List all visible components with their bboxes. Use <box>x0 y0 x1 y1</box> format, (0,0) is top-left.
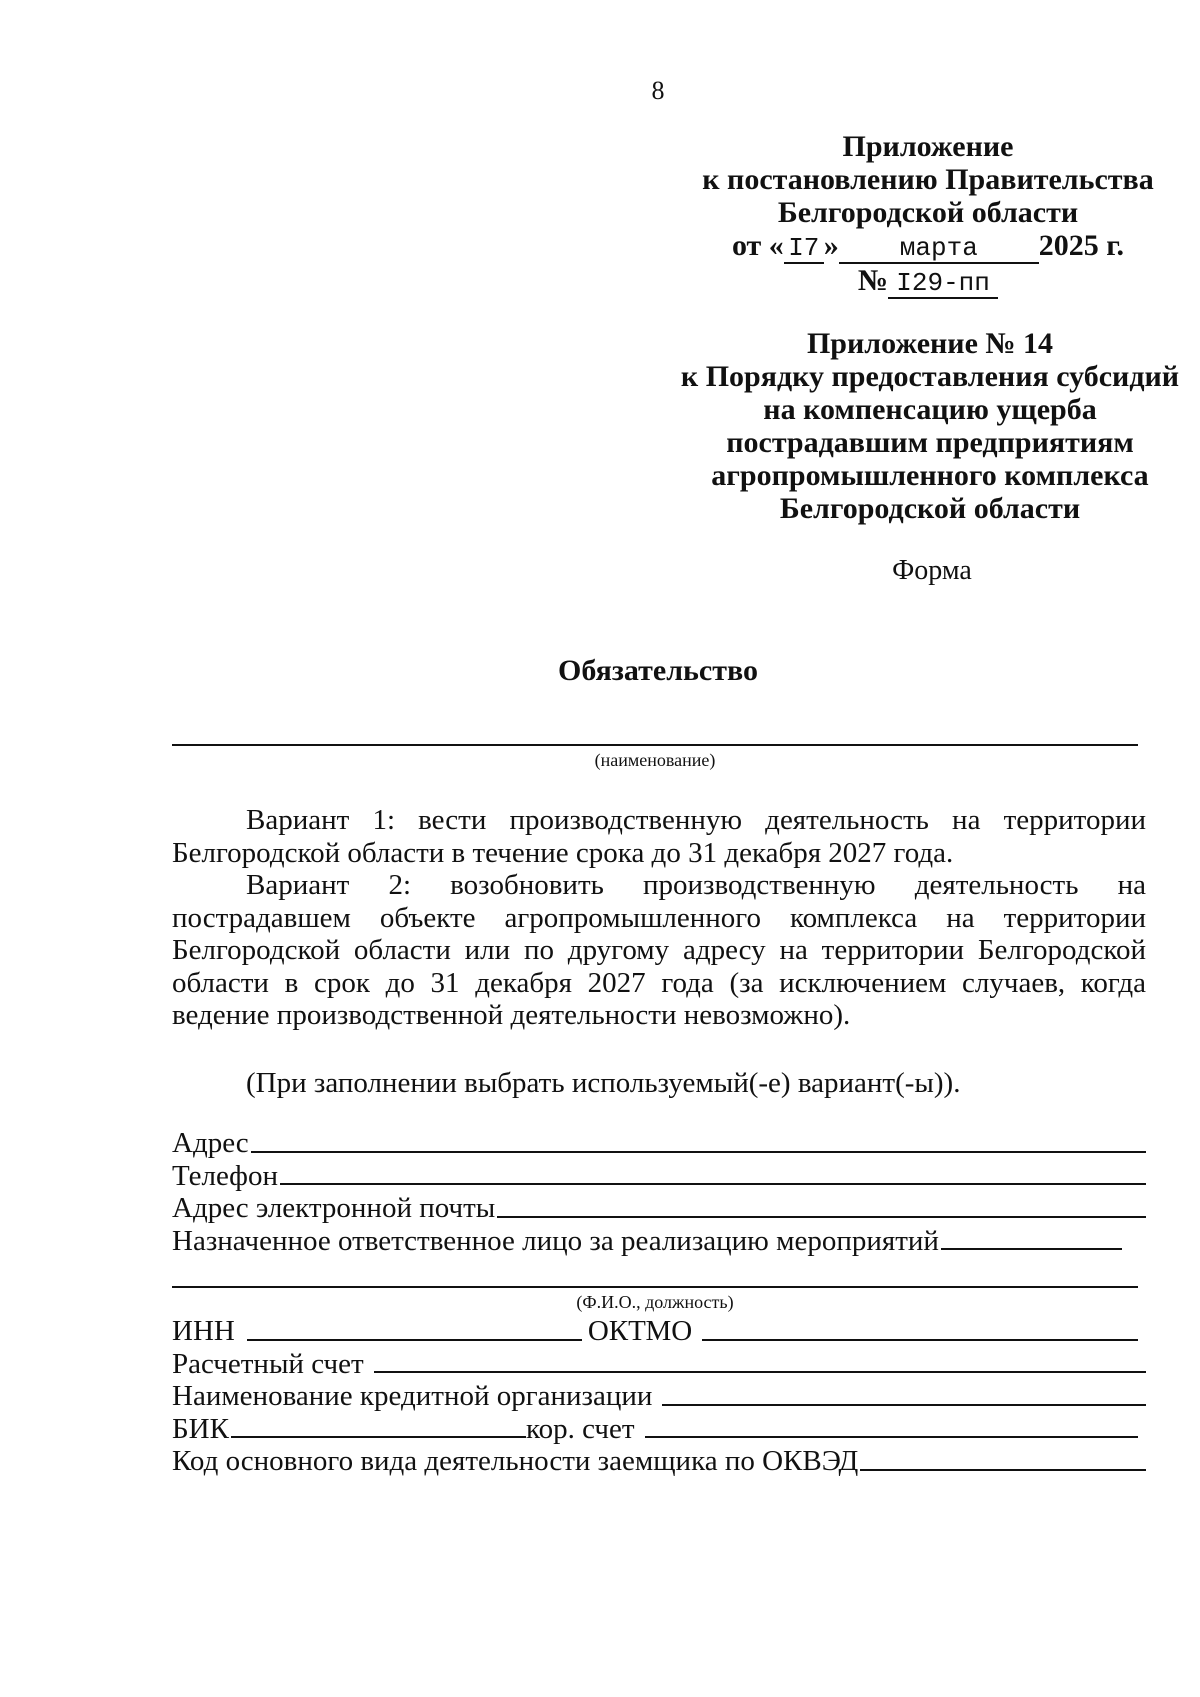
annex-line-4: пострадавшим предприятиям <box>726 426 1134 459</box>
approval-line-1: Приложение <box>842 130 1014 163</box>
corr-account-blank <box>645 1436 1139 1438</box>
fill-note: (При заполнении выбрать используемый(-е) вариант(-ы)). <box>246 1067 961 1099</box>
bik-blank <box>231 1436 526 1438</box>
email-label: Адрес электронной почты <box>172 1192 496 1224</box>
annex-header <box>660 327 1200 525</box>
approval-number-line <box>668 264 1188 299</box>
account-label: Расчетный счет <box>172 1347 364 1380</box>
annex-line-1: Приложение № 14 <box>806 327 1054 360</box>
annex-line-3: на компенсацию ущерба <box>763 393 1097 426</box>
approval-line-2: к постановлению Правительства <box>702 163 1154 196</box>
inn-oktmo-row <box>172 1315 1138 1348</box>
phone-row <box>172 1160 1146 1193</box>
okved-blank <box>860 1469 1146 1471</box>
address-blank <box>251 1151 1146 1153</box>
date-day-field: I7 <box>784 234 824 264</box>
address-row <box>172 1127 1146 1160</box>
responsible-label: Назначенное ответственное лицо за реализацию мероприятий <box>172 1224 939 1257</box>
number-prefix: № <box>857 264 889 297</box>
bank-label: Наименование кредитной организации <box>172 1380 653 1412</box>
date-month-field: марта <box>839 234 1039 264</box>
document-title: Обязательство <box>558 654 758 687</box>
approval-line-3: Белгородской области <box>777 196 1079 229</box>
corr-account-label: кор. счет <box>525 1412 635 1445</box>
email-row <box>172 1192 1146 1225</box>
date-mid: » <box>823 229 839 262</box>
bank-row <box>172 1380 1146 1413</box>
oktmo-label: ОКТМО <box>587 1315 693 1347</box>
date-year: 2025 г. <box>1038 229 1125 262</box>
variant-2-paragraph: Вариант 2: возобновить производственную деятельность на пострадавшем объекте агропромышленного комплекса на территории Белгородской области или по другому адресу на территории Белгородской области в срок до 31 декабря 2027 года (за исключением случаев, когда ведение производственной деятельности невозможно). <box>172 869 1146 1031</box>
fio-blank-line <box>172 1286 1138 1288</box>
account-row <box>172 1348 1146 1381</box>
approval-header <box>668 130 1188 299</box>
responsible-blank <box>941 1248 1122 1250</box>
responsible-row <box>172 1225 1122 1258</box>
okved-label: Код основного вида деятельности заемщика по ОКВЭД <box>172 1445 859 1477</box>
name-blank-line <box>172 744 1138 746</box>
fio-caption: (Ф.И.О., должность) <box>576 1292 734 1312</box>
form-label: Форма <box>892 555 972 586</box>
approval-date-line <box>668 229 1188 264</box>
number-value-field: I29-пп <box>888 269 998 299</box>
page-number: 8 <box>651 76 665 105</box>
annex-line-2: к Порядку предоставления субсидий <box>680 360 1180 393</box>
bik-row <box>172 1413 1138 1446</box>
fio-block <box>172 1286 1138 1313</box>
bik-label: БИК <box>172 1412 229 1445</box>
phone-blank <box>280 1183 1146 1185</box>
variant-1-paragraph: Вариант 1: вести производственную деятельность на территории Белгородской области в течение срока до 31 декабря 2027 года. <box>172 804 1146 869</box>
inn-blank <box>247 1339 582 1341</box>
account-blank <box>374 1371 1146 1373</box>
annex-line-6: Белгородской области <box>779 492 1081 525</box>
email-blank <box>497 1216 1146 1218</box>
okved-row <box>172 1445 1146 1478</box>
annex-line-5: агропромышленного комплекса <box>711 459 1149 492</box>
phone-label: Телефон <box>172 1159 278 1192</box>
bank-blank <box>662 1404 1146 1406</box>
inn-label: ИНН <box>172 1315 235 1347</box>
variants-text <box>172 804 1146 1032</box>
requisites-fields <box>172 1315 1146 1478</box>
contact-fields <box>172 1127 1146 1257</box>
date-prefix: от « <box>731 229 784 262</box>
oktmo-blank <box>702 1339 1138 1341</box>
name-caption: (наименование) <box>594 750 716 770</box>
address-label: Адрес <box>172 1127 249 1159</box>
